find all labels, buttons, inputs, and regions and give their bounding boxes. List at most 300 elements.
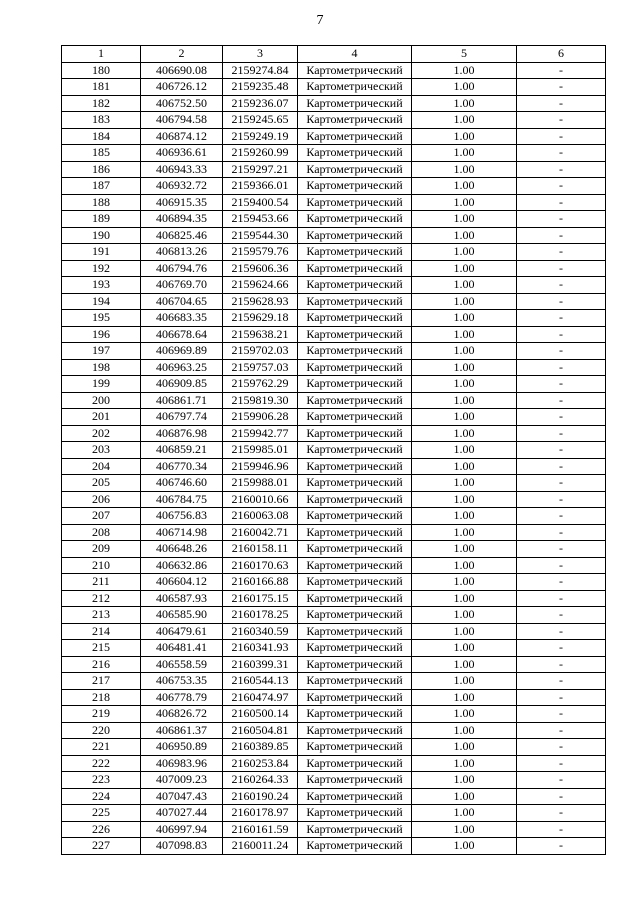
table-row	[62, 491, 606, 508]
point-number-cell: 215	[62, 640, 141, 657]
y-coordinate-cell: 2160264.33	[223, 772, 298, 789]
method-cell: Картометрический	[298, 590, 412, 607]
y-coordinate-cell: 2159985.01	[223, 442, 298, 459]
x-coordinate-cell: 406714.98	[141, 524, 223, 541]
description-cell: -	[517, 376, 606, 393]
table-row	[62, 62, 606, 79]
point-number-cell: 221	[62, 739, 141, 756]
description-cell: -	[517, 425, 606, 442]
method-cell: Картометрический	[298, 211, 412, 228]
x-coordinate-cell: 407047.43	[141, 788, 223, 805]
accuracy-cell: 1.00	[412, 541, 517, 558]
y-coordinate-cell: 2160011.24	[223, 838, 298, 855]
y-coordinate-cell: 2160042.71	[223, 524, 298, 541]
y-coordinate-cell: 2160010.66	[223, 491, 298, 508]
accuracy-cell: 1.00	[412, 640, 517, 657]
table-row	[62, 805, 606, 822]
table-row	[62, 425, 606, 442]
x-coordinate-cell: 406481.41	[141, 640, 223, 657]
point-number-cell: 196	[62, 326, 141, 343]
y-coordinate-cell: 2160161.59	[223, 821, 298, 838]
method-cell: Картометрический	[298, 656, 412, 673]
table-row	[62, 211, 606, 228]
accuracy-cell: 1.00	[412, 326, 517, 343]
x-coordinate-cell: 406632.86	[141, 557, 223, 574]
point-number-cell: 183	[62, 112, 141, 129]
accuracy-cell: 1.00	[412, 79, 517, 96]
description-cell: -	[517, 326, 606, 343]
y-coordinate-cell: 2159988.01	[223, 475, 298, 492]
method-cell: Картометрический	[298, 821, 412, 838]
y-coordinate-cell: 2160178.25	[223, 607, 298, 624]
method-cell: Картометрический	[298, 442, 412, 459]
point-number-cell: 181	[62, 79, 141, 96]
table-row	[62, 293, 606, 310]
y-coordinate-cell: 2160166.88	[223, 574, 298, 591]
x-coordinate-cell: 406778.79	[141, 689, 223, 706]
accuracy-cell: 1.00	[412, 211, 517, 228]
table-row	[62, 640, 606, 657]
y-coordinate-cell: 2160178.97	[223, 805, 298, 822]
method-cell: Картометрический	[298, 359, 412, 376]
method-cell: Картометрический	[298, 244, 412, 261]
table-row	[62, 673, 606, 690]
x-coordinate-cell: 406859.21	[141, 442, 223, 459]
description-cell: -	[517, 491, 606, 508]
accuracy-cell: 1.00	[412, 145, 517, 162]
table-row	[62, 112, 606, 129]
accuracy-cell: 1.00	[412, 194, 517, 211]
method-cell: Картометрический	[298, 227, 412, 244]
method-cell: Картометрический	[298, 689, 412, 706]
y-coordinate-cell: 2159906.28	[223, 409, 298, 426]
table-row	[62, 607, 606, 624]
point-number-cell: 188	[62, 194, 141, 211]
description-cell: -	[517, 277, 606, 294]
method-cell: Картометрический	[298, 673, 412, 690]
table-header-row	[62, 46, 606, 63]
description-cell: -	[517, 442, 606, 459]
y-coordinate-cell: 2159628.93	[223, 293, 298, 310]
x-coordinate-cell: 406753.35	[141, 673, 223, 690]
accuracy-cell: 1.00	[412, 656, 517, 673]
y-coordinate-cell: 2160158.11	[223, 541, 298, 558]
description-cell: -	[517, 475, 606, 492]
x-coordinate-cell: 406874.12	[141, 128, 223, 145]
method-cell: Картометрический	[298, 706, 412, 723]
accuracy-cell: 1.00	[412, 62, 517, 79]
y-coordinate-cell: 2160399.31	[223, 656, 298, 673]
x-coordinate-cell: 406963.25	[141, 359, 223, 376]
y-coordinate-cell: 2159544.30	[223, 227, 298, 244]
accuracy-cell: 1.00	[412, 343, 517, 360]
description-cell: -	[517, 722, 606, 739]
description-cell: -	[517, 79, 606, 96]
accuracy-cell: 1.00	[412, 392, 517, 409]
y-coordinate-cell: 2160544.13	[223, 673, 298, 690]
page-number: 7	[316, 13, 324, 28]
x-coordinate-cell: 406604.12	[141, 574, 223, 591]
y-coordinate-cell: 2160389.85	[223, 739, 298, 756]
method-cell: Картометрический	[298, 293, 412, 310]
y-coordinate-cell: 2160170.63	[223, 557, 298, 574]
point-number-cell: 203	[62, 442, 141, 459]
accuracy-cell: 1.00	[412, 409, 517, 426]
y-coordinate-cell: 2159245.65	[223, 112, 298, 129]
method-cell: Картометрический	[298, 178, 412, 195]
method-cell: Картометрический	[298, 392, 412, 409]
point-number-cell: 214	[62, 623, 141, 640]
point-number-cell: 204	[62, 458, 141, 475]
description-cell: -	[517, 706, 606, 723]
accuracy-cell: 1.00	[412, 772, 517, 789]
table-row	[62, 838, 606, 855]
description-cell: -	[517, 343, 606, 360]
method-cell: Картометрический	[298, 722, 412, 739]
x-coordinate-cell: 406678.64	[141, 326, 223, 343]
accuracy-cell: 1.00	[412, 821, 517, 838]
description-cell: -	[517, 128, 606, 145]
x-coordinate-cell: 406826.72	[141, 706, 223, 723]
table-row	[62, 161, 606, 178]
method-cell: Картометрический	[298, 79, 412, 96]
y-coordinate-cell: 2160063.08	[223, 508, 298, 525]
table-row	[62, 128, 606, 145]
column-header: 6	[517, 46, 606, 63]
description-cell: -	[517, 739, 606, 756]
point-number-cell: 191	[62, 244, 141, 261]
x-coordinate-cell: 406746.60	[141, 475, 223, 492]
y-coordinate-cell: 2160340.59	[223, 623, 298, 640]
description-cell: -	[517, 541, 606, 558]
method-cell: Картометрический	[298, 376, 412, 393]
table-row	[62, 623, 606, 640]
point-number-cell: 205	[62, 475, 141, 492]
table-row	[62, 788, 606, 805]
table-row	[62, 475, 606, 492]
point-number-cell: 197	[62, 343, 141, 360]
point-number-cell: 210	[62, 557, 141, 574]
x-coordinate-cell: 406794.76	[141, 260, 223, 277]
description-cell: -	[517, 524, 606, 541]
point-number-cell: 217	[62, 673, 141, 690]
table-row	[62, 343, 606, 360]
description-cell: -	[517, 392, 606, 409]
description-cell: -	[517, 244, 606, 261]
table-row	[62, 194, 606, 211]
table-row	[62, 508, 606, 525]
x-coordinate-cell: 406813.26	[141, 244, 223, 261]
table-row	[62, 409, 606, 426]
method-cell: Картометрический	[298, 112, 412, 129]
method-cell: Картометрический	[298, 805, 412, 822]
table-row	[62, 557, 606, 574]
point-number-cell: 220	[62, 722, 141, 739]
x-coordinate-cell: 406797.74	[141, 409, 223, 426]
point-number-cell: 223	[62, 772, 141, 789]
method-cell: Картометрический	[298, 145, 412, 162]
description-cell: -	[517, 623, 606, 640]
y-coordinate-cell: 2160175.15	[223, 590, 298, 607]
method-cell: Картометрический	[298, 607, 412, 624]
point-number-cell: 207	[62, 508, 141, 525]
accuracy-cell: 1.00	[412, 442, 517, 459]
y-coordinate-cell: 2159235.48	[223, 79, 298, 96]
x-coordinate-cell: 406915.35	[141, 194, 223, 211]
x-coordinate-cell: 406794.58	[141, 112, 223, 129]
table-row	[62, 574, 606, 591]
x-coordinate-cell: 406932.72	[141, 178, 223, 195]
x-coordinate-cell: 406683.35	[141, 310, 223, 327]
accuracy-cell: 1.00	[412, 722, 517, 739]
accuracy-cell: 1.00	[412, 376, 517, 393]
y-coordinate-cell: 2159400.54	[223, 194, 298, 211]
accuracy-cell: 1.00	[412, 623, 517, 640]
y-coordinate-cell: 2159638.21	[223, 326, 298, 343]
point-number-cell: 201	[62, 409, 141, 426]
table-row	[62, 458, 606, 475]
description-cell: -	[517, 194, 606, 211]
point-number-cell: 185	[62, 145, 141, 162]
description-cell: -	[517, 788, 606, 805]
x-coordinate-cell: 406784.75	[141, 491, 223, 508]
y-coordinate-cell: 2159249.19	[223, 128, 298, 145]
description-cell: -	[517, 62, 606, 79]
table-body	[62, 62, 606, 854]
x-coordinate-cell: 407098.83	[141, 838, 223, 855]
method-cell: Картометрический	[298, 788, 412, 805]
x-coordinate-cell: 406950.89	[141, 739, 223, 756]
point-number-cell: 192	[62, 260, 141, 277]
accuracy-cell: 1.00	[412, 128, 517, 145]
table-row	[62, 689, 606, 706]
accuracy-cell: 1.00	[412, 805, 517, 822]
description-cell: -	[517, 227, 606, 244]
method-cell: Картометрический	[298, 541, 412, 558]
coordinates-table	[61, 45, 606, 855]
accuracy-cell: 1.00	[412, 524, 517, 541]
point-number-cell: 224	[62, 788, 141, 805]
point-number-cell: 193	[62, 277, 141, 294]
y-coordinate-cell: 2159762.29	[223, 376, 298, 393]
point-number-cell: 202	[62, 425, 141, 442]
point-number-cell: 199	[62, 376, 141, 393]
y-coordinate-cell: 2160341.93	[223, 640, 298, 657]
method-cell: Картометрический	[298, 343, 412, 360]
table-row	[62, 145, 606, 162]
y-coordinate-cell: 2159946.96	[223, 458, 298, 475]
x-coordinate-cell: 406558.59	[141, 656, 223, 673]
accuracy-cell: 1.00	[412, 739, 517, 756]
column-header: 2	[141, 46, 223, 63]
x-coordinate-cell: 406756.83	[141, 508, 223, 525]
description-cell: -	[517, 821, 606, 838]
method-cell: Картометрический	[298, 277, 412, 294]
table-row	[62, 227, 606, 244]
point-number-cell: 218	[62, 689, 141, 706]
x-coordinate-cell: 406648.26	[141, 541, 223, 558]
description-cell: -	[517, 211, 606, 228]
table-row	[62, 95, 606, 112]
point-number-cell: 186	[62, 161, 141, 178]
accuracy-cell: 1.00	[412, 458, 517, 475]
x-coordinate-cell: 406690.08	[141, 62, 223, 79]
accuracy-cell: 1.00	[412, 574, 517, 591]
accuracy-cell: 1.00	[412, 161, 517, 178]
x-coordinate-cell: 406894.35	[141, 211, 223, 228]
y-coordinate-cell: 2159453.66	[223, 211, 298, 228]
method-cell: Картометрический	[298, 623, 412, 640]
y-coordinate-cell: 2159579.76	[223, 244, 298, 261]
y-coordinate-cell: 2159606.36	[223, 260, 298, 277]
accuracy-cell: 1.00	[412, 310, 517, 327]
x-coordinate-cell: 406861.37	[141, 722, 223, 739]
x-coordinate-cell: 406752.50	[141, 95, 223, 112]
accuracy-cell: 1.00	[412, 788, 517, 805]
method-cell: Картометрический	[298, 508, 412, 525]
method-cell: Картометрический	[298, 409, 412, 426]
table-row	[62, 260, 606, 277]
y-coordinate-cell: 2159942.77	[223, 425, 298, 442]
point-number-cell: 213	[62, 607, 141, 624]
description-cell: -	[517, 458, 606, 475]
table-row	[62, 178, 606, 195]
method-cell: Картометрический	[298, 95, 412, 112]
table-row	[62, 722, 606, 739]
point-number-cell: 226	[62, 821, 141, 838]
x-coordinate-cell: 406876.98	[141, 425, 223, 442]
y-coordinate-cell: 2160474.97	[223, 689, 298, 706]
x-coordinate-cell: 406983.96	[141, 755, 223, 772]
method-cell: Картометрический	[298, 326, 412, 343]
y-coordinate-cell: 2160253.84	[223, 755, 298, 772]
column-header: 4	[298, 46, 412, 63]
point-number-cell: 182	[62, 95, 141, 112]
table-row	[62, 656, 606, 673]
x-coordinate-cell: 406997.94	[141, 821, 223, 838]
method-cell: Картометрический	[298, 475, 412, 492]
accuracy-cell: 1.00	[412, 260, 517, 277]
table-row	[62, 541, 606, 558]
accuracy-cell: 1.00	[412, 178, 517, 195]
x-coordinate-cell: 406770.34	[141, 458, 223, 475]
description-cell: -	[517, 508, 606, 525]
point-number-cell: 222	[62, 755, 141, 772]
description-cell: -	[517, 557, 606, 574]
point-number-cell: 184	[62, 128, 141, 145]
x-coordinate-cell: 407009.23	[141, 772, 223, 789]
description-cell: -	[517, 772, 606, 789]
table-row	[62, 706, 606, 723]
method-cell: Картометрический	[298, 838, 412, 855]
table-row	[62, 79, 606, 96]
accuracy-cell: 1.00	[412, 491, 517, 508]
x-coordinate-cell: 406936.61	[141, 145, 223, 162]
accuracy-cell: 1.00	[412, 112, 517, 129]
table-row	[62, 590, 606, 607]
point-number-cell: 219	[62, 706, 141, 723]
table-row	[62, 755, 606, 772]
x-coordinate-cell: 406726.12	[141, 79, 223, 96]
point-number-cell: 180	[62, 62, 141, 79]
y-coordinate-cell: 2159757.03	[223, 359, 298, 376]
method-cell: Картометрический	[298, 425, 412, 442]
point-number-cell: 194	[62, 293, 141, 310]
point-number-cell: 206	[62, 491, 141, 508]
point-number-cell: 209	[62, 541, 141, 558]
y-coordinate-cell: 2159236.07	[223, 95, 298, 112]
accuracy-cell: 1.00	[412, 673, 517, 690]
description-cell: -	[517, 590, 606, 607]
column-header: 5	[412, 46, 517, 63]
y-coordinate-cell: 2160190.24	[223, 788, 298, 805]
method-cell: Картометрический	[298, 161, 412, 178]
method-cell: Картометрический	[298, 739, 412, 756]
method-cell: Картометрический	[298, 62, 412, 79]
y-coordinate-cell: 2159366.01	[223, 178, 298, 195]
y-coordinate-cell: 2160504.81	[223, 722, 298, 739]
x-coordinate-cell: 407027.44	[141, 805, 223, 822]
description-cell: -	[517, 161, 606, 178]
method-cell: Картометрический	[298, 194, 412, 211]
method-cell: Картометрический	[298, 310, 412, 327]
method-cell: Картометрический	[298, 557, 412, 574]
y-coordinate-cell: 2159819.30	[223, 392, 298, 409]
description-cell: -	[517, 409, 606, 426]
point-number-cell: 216	[62, 656, 141, 673]
x-coordinate-cell: 406825.46	[141, 227, 223, 244]
accuracy-cell: 1.00	[412, 689, 517, 706]
method-cell: Картометрический	[298, 128, 412, 145]
y-coordinate-cell: 2159624.66	[223, 277, 298, 294]
x-coordinate-cell: 406704.65	[141, 293, 223, 310]
point-number-cell: 208	[62, 524, 141, 541]
method-cell: Картометрический	[298, 640, 412, 657]
y-coordinate-cell: 2159274.84	[223, 62, 298, 79]
description-cell: -	[517, 95, 606, 112]
x-coordinate-cell: 406769.70	[141, 277, 223, 294]
description-cell: -	[517, 673, 606, 690]
table-row	[62, 376, 606, 393]
point-number-cell: 211	[62, 574, 141, 591]
table-row	[62, 524, 606, 541]
description-cell: -	[517, 607, 606, 624]
point-number-cell: 227	[62, 838, 141, 855]
y-coordinate-cell: 2159629.18	[223, 310, 298, 327]
description-cell: -	[517, 656, 606, 673]
method-cell: Картометрический	[298, 772, 412, 789]
accuracy-cell: 1.00	[412, 706, 517, 723]
point-number-cell: 225	[62, 805, 141, 822]
accuracy-cell: 1.00	[412, 508, 517, 525]
accuracy-cell: 1.00	[412, 227, 517, 244]
column-header: 3	[223, 46, 298, 63]
description-cell: -	[517, 260, 606, 277]
table-row	[62, 326, 606, 343]
description-cell: -	[517, 689, 606, 706]
table-row	[62, 392, 606, 409]
accuracy-cell: 1.00	[412, 557, 517, 574]
point-number-cell: 190	[62, 227, 141, 244]
table-row	[62, 772, 606, 789]
table-row	[62, 277, 606, 294]
x-coordinate-cell: 406861.71	[141, 392, 223, 409]
accuracy-cell: 1.00	[412, 359, 517, 376]
description-cell: -	[517, 838, 606, 855]
accuracy-cell: 1.00	[412, 293, 517, 310]
column-header: 1	[62, 46, 141, 63]
accuracy-cell: 1.00	[412, 590, 517, 607]
